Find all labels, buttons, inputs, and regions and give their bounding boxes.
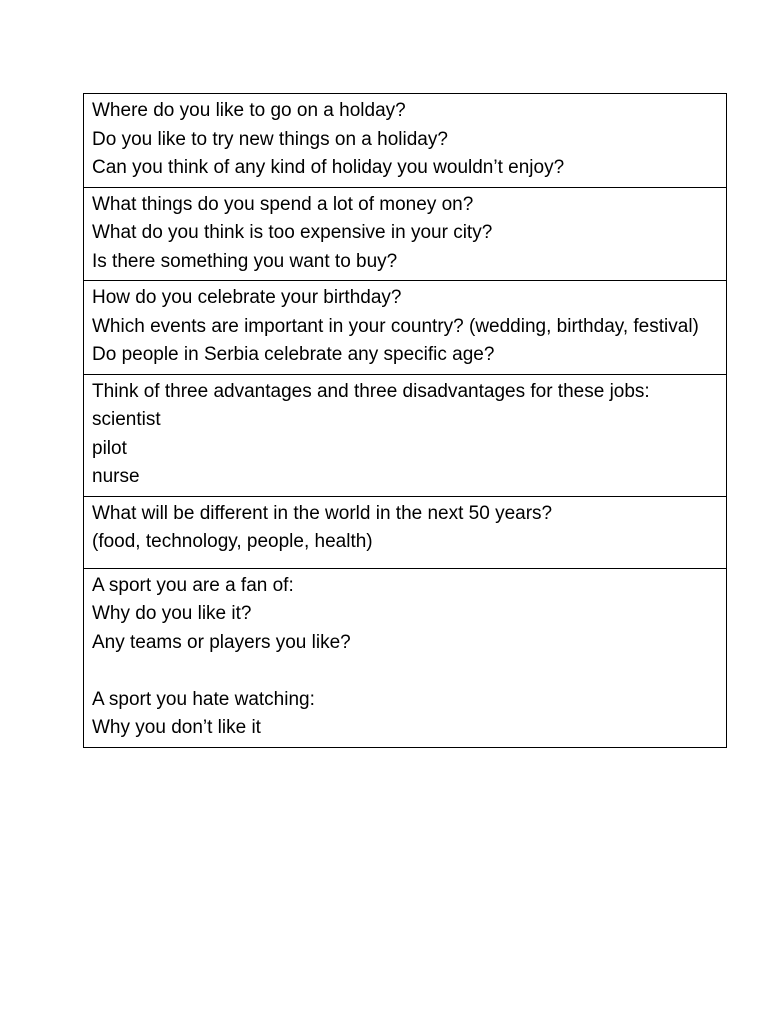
question-line: Think of three advantages and three disadvantages for these jobs: bbox=[92, 380, 650, 402]
question-line: Why you don’t like it bbox=[92, 717, 261, 738]
table-row-celebrations bbox=[84, 281, 727, 375]
question-line: Do you like to try new things on a holiday? bbox=[92, 128, 448, 150]
question-line: What do you think is too expensive in your city? bbox=[92, 222, 493, 243]
table-cell-jobs bbox=[84, 374, 727, 496]
job-item: scientist bbox=[92, 409, 161, 430]
job-item: nurse bbox=[92, 466, 140, 487]
question-line: What things do you spend a lot of money on? bbox=[92, 193, 474, 215]
question-table bbox=[83, 93, 727, 748]
table-row-sports bbox=[84, 568, 727, 747]
table-cell-money bbox=[84, 187, 727, 281]
table-cell-holiday bbox=[84, 94, 727, 188]
question-line: What will be different in the world in the next 50 years? bbox=[92, 502, 553, 524]
question-line: Any teams or players you like? bbox=[92, 631, 351, 653]
question-line: (food, technology, people, health) bbox=[92, 531, 373, 552]
table-cell-celebrations bbox=[84, 281, 727, 375]
table-row-jobs bbox=[84, 374, 727, 496]
question-line: Can you think of any kind of holiday you wouldn’t enjoy? bbox=[92, 157, 565, 178]
blank-line-spacer bbox=[92, 657, 718, 686]
question-line: Why do you like it? bbox=[92, 603, 252, 624]
table-row-money bbox=[84, 187, 727, 281]
question-line: How do you celebrate your birthday? bbox=[92, 287, 402, 308]
question-line: A sport you hate watching: bbox=[92, 688, 315, 710]
question-line: A sport you are a fan of: bbox=[92, 574, 294, 596]
table-row-holiday bbox=[84, 94, 727, 188]
question-line: Do people in Serbia celebrate any specific age? bbox=[92, 344, 495, 365]
job-item: pilot bbox=[92, 437, 127, 459]
question-line: Is there something you want to buy? bbox=[92, 250, 398, 272]
table-cell-future bbox=[84, 496, 727, 568]
question-line: Where do you like to go on a holday? bbox=[92, 100, 406, 121]
table-cell-sports bbox=[84, 568, 727, 747]
table-row-future bbox=[84, 496, 727, 568]
question-line: Which events are important in your country? (wedding, birthday, festival) bbox=[92, 315, 699, 337]
